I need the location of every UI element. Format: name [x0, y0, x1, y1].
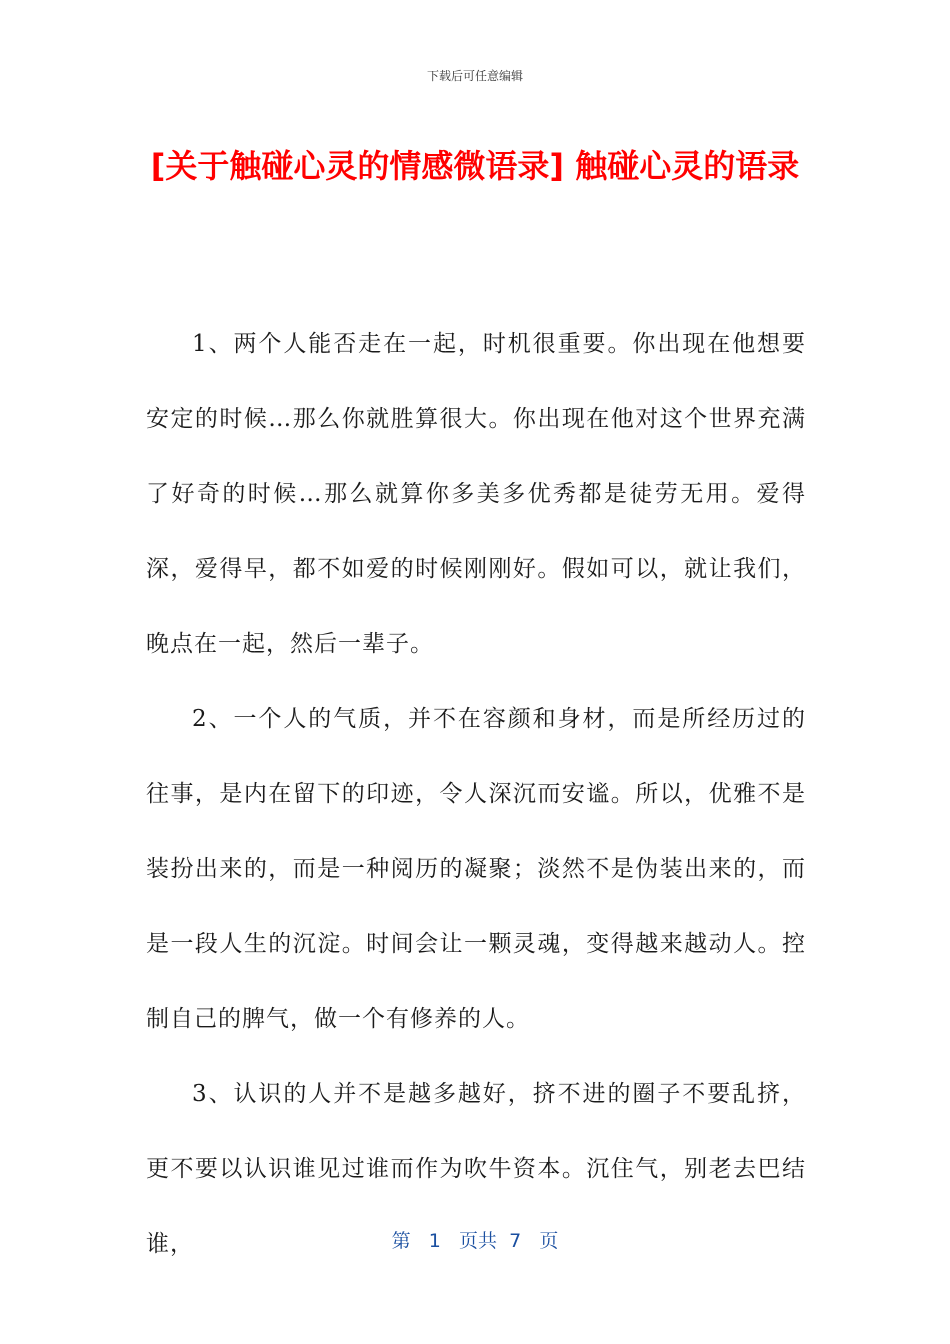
header-note: 下载后可任意编辑 — [426, 69, 523, 83]
paragraph-1: 1、两个人能否走在一起，时机很重要。你出现在他想要安定的时候…那么你就胜算很大。你出现在他对这个世界充满了好奇的时候…那么就算你多美多优秀都是徒劳无用。爱得深，爱得早，都不如爱的时候刚刚好。假如可以，就让我们，晚点在一起，然后一辈子。 — [146, 331, 806, 657]
page-prefix: 第 — [391, 1230, 411, 1252]
current-page-number: 1 — [428, 1230, 441, 1252]
document-body — [146, 307, 806, 1282]
page-middle: 页共 — [459, 1230, 498, 1252]
page-footer — [0, 1226, 950, 1253]
page-suffix: 页 — [539, 1230, 559, 1252]
paragraph-2: 2、一个人的气质，并不在容颜和身材，而是所经历过的往事，是内在留下的印迹，令人深沉而安谧。所以，优雅不是装扮出来的，而是一种阅历的凝聚；淡然不是伪装出来的，而是一段人生的沉淀。时间会让一颗灵魂，变得越来越动人。控制自己的脾气，做一个有修养的人。 — [146, 706, 806, 1032]
document-title: [关于触碰心灵的情感微语录] 触碰心灵的语录 — [150, 147, 800, 185]
total-pages-number: 7 — [509, 1230, 522, 1252]
paragraph-3: 3、认识的人并不是越多越好，挤不进的圈子不要乱挤，更不要以认识谁见过谁而作为吹牛资本。沉住气，别老去巴结谁， — [146, 1081, 806, 1257]
